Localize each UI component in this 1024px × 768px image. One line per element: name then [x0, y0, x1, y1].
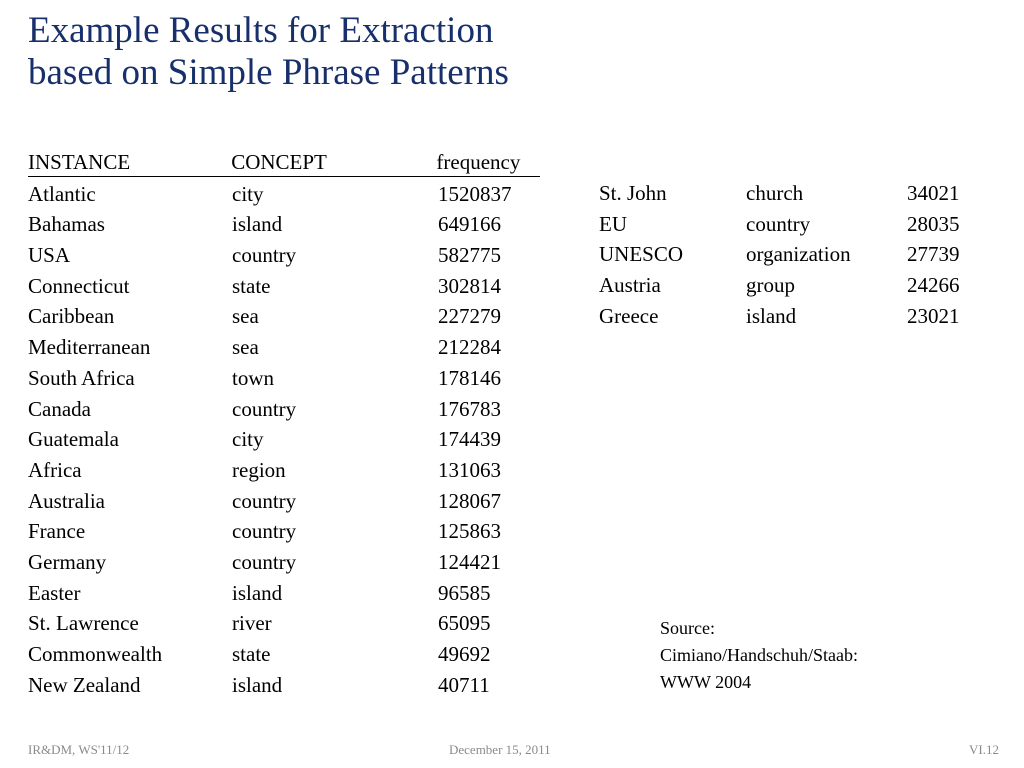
row-concept: river [232, 611, 272, 636]
row-frequency: 128067 [438, 488, 501, 513]
row-concept: state [232, 642, 271, 666]
row-instance: Africa [28, 457, 82, 482]
row-instance: Canada [28, 396, 91, 421]
row-concept: island [232, 212, 283, 237]
row-frequency: 649166 [438, 212, 501, 237]
table-header-row [28, 147, 540, 177]
row-concept: island [232, 672, 283, 697]
table-row [28, 301, 542, 332]
slide-title-line-1: Example Results for Extraction [28, 10, 494, 51]
footer-date: December 15, 2011 [449, 742, 551, 757]
table-row [28, 179, 542, 210]
row-instance: Easter [28, 580, 81, 605]
row-concept: country [232, 549, 297, 574]
row-frequency: 176783 [438, 396, 501, 421]
instance-concept-table [28, 147, 542, 700]
table-row [599, 270, 977, 301]
table-row [599, 178, 977, 209]
row-frequency: 27739 [907, 242, 960, 267]
row-concept: church [746, 181, 804, 205]
row-instance: EU [599, 211, 627, 236]
slide-title-line-2: based on Simple Phrase Patterns [28, 52, 509, 93]
row-instance: Guatemala [28, 427, 119, 452]
row-instance: Connecticut [28, 273, 130, 298]
table-row [28, 578, 542, 609]
row-instance: UNESCO [599, 242, 684, 267]
source-authors: Cimiano/Handschuh/Staab: [660, 645, 858, 665]
table-body [28, 179, 542, 701]
row-concept: island [746, 303, 797, 328]
footer-slide-number: VI.12 [969, 742, 999, 757]
table-row [28, 455, 542, 486]
table-row [28, 424, 542, 455]
row-instance: Germany [28, 549, 107, 574]
row-instance: Atlantic [28, 181, 96, 206]
table-row [28, 394, 542, 425]
row-frequency: 302814 [438, 273, 501, 298]
row-concept: island [232, 580, 283, 605]
row-frequency: 65095 [438, 611, 491, 636]
row-frequency: 49692 [438, 642, 491, 666]
row-concept: city [232, 427, 264, 452]
table-row [28, 486, 542, 517]
column-header-frequency: frequency [436, 150, 521, 174]
row-instance: St. Lawrence [28, 611, 139, 636]
slide-title [28, 10, 988, 94]
table-row [599, 239, 977, 270]
footer-course: IR&DM, WS'11/12 [28, 742, 130, 757]
row-instance: St. John [599, 181, 667, 205]
row-concept: sea [232, 335, 259, 360]
table-row [28, 363, 542, 394]
row-concept: country [232, 243, 297, 268]
table-row [28, 608, 542, 639]
row-instance: Mediterranean [28, 335, 151, 360]
row-instance: USA [28, 243, 71, 268]
row-frequency: 1520837 [438, 181, 512, 206]
row-instance: New Zealand [28, 672, 141, 697]
row-instance: Australia [28, 488, 105, 513]
row-frequency: 124421 [438, 549, 501, 574]
source-label: Source: [660, 618, 715, 638]
row-concept: state [232, 273, 271, 298]
row-frequency: 131063 [438, 457, 501, 482]
row-instance: Caribbean [28, 304, 115, 329]
row-frequency: 582775 [438, 243, 501, 268]
row-concept: group [746, 273, 795, 298]
table-row [599, 301, 977, 332]
row-concept: sea [232, 304, 259, 329]
row-frequency: 24266 [907, 273, 960, 298]
row-instance: Austria [599, 273, 661, 298]
table-row [28, 332, 542, 363]
row-instance: France [28, 519, 86, 544]
table-row [599, 209, 977, 240]
row-concept: country [232, 488, 297, 513]
table-row [28, 240, 542, 271]
row-concept: organization [746, 242, 851, 267]
row-frequency: 125863 [438, 519, 501, 544]
table-body-continued [599, 178, 977, 331]
row-instance: Commonwealth [28, 642, 163, 666]
row-concept: country [232, 519, 297, 544]
row-frequency: 40711 [438, 672, 490, 697]
table-row [28, 670, 542, 701]
row-concept: region [232, 457, 286, 482]
table-row [28, 516, 542, 547]
source-citation [660, 615, 858, 696]
row-frequency: 23021 [907, 303, 960, 328]
table-row [28, 271, 542, 302]
row-instance: South Africa [28, 365, 135, 390]
row-concept: country [232, 396, 297, 421]
row-instance: Bahamas [28, 212, 105, 237]
row-frequency: 28035 [907, 211, 960, 236]
column-header-instance: INSTANCE [28, 150, 131, 174]
table-row [28, 209, 542, 240]
table-row [28, 639, 542, 670]
row-concept: city [232, 181, 264, 206]
row-frequency: 227279 [438, 304, 501, 329]
source-venue: WWW 2004 [660, 672, 752, 692]
table-row [28, 547, 542, 578]
row-frequency: 174439 [438, 427, 501, 452]
row-frequency: 96585 [438, 580, 491, 605]
row-frequency: 212284 [438, 335, 501, 360]
row-frequency: 34021 [907, 181, 960, 205]
row-concept: country [746, 211, 811, 236]
instance-concept-table-continued [599, 178, 977, 331]
row-concept: town [232, 365, 274, 390]
column-header-concept: CONCEPT [231, 150, 327, 174]
row-frequency: 178146 [438, 365, 501, 390]
row-instance: Greece [599, 303, 659, 328]
